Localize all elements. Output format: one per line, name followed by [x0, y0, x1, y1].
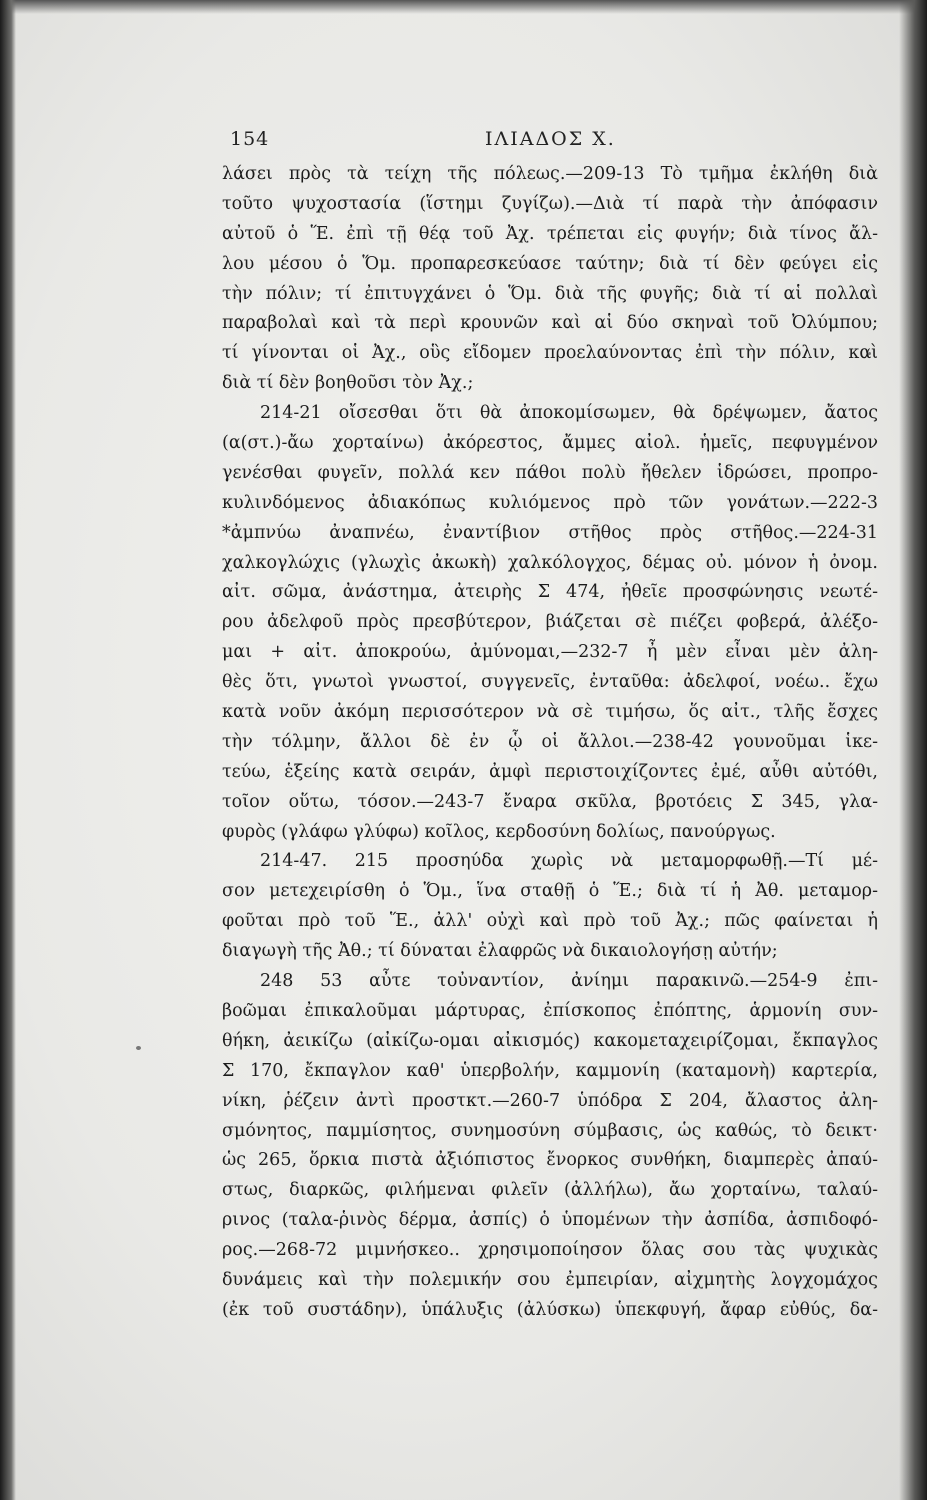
text-line: 214-21 οἴσεσθαι ὅτι θὰ ἀποκομίσωμεν, θὰ δρέψωμεν, ἄατος: [260, 403, 878, 424]
text-line: θὲς ὅτι, γνωτοὶ γνωστοί, συγγενεῖς, ἐνταῦθα: ἀδελφοί, νοέω.. ἔχω: [222, 672, 878, 693]
page-top-shadow: [0, 0, 927, 14]
text-line: ὡς 265, ὅρκια πιστὰ ἀξιόπιστος ἔνορκος συνθήκη, διαμπερὲς ἀπαύ-: [222, 1150, 878, 1171]
text-line: αἰτ. σῶμα, ἀνάστημα, ἀτειρὴς Σ 474, ἠθεῖε προσφώνησις νεωτέ-: [222, 582, 878, 603]
text-line: τί γίνονται οἱ Ἀχ., οὓς εἴδομεν προελαύνοντας ἐπὶ τὴν πόλιν, καὶ: [222, 343, 878, 364]
text-line: νίκη, ῥέζειν ἀντὶ προστκτ.—260-7 ὑπόδρα Σ 204, ἄλαστος ἀλη-: [222, 1090, 878, 1111]
text-line: τεύω, ἑξείης κατὰ σειράν, ἀμφὶ περιστοιχίζοντες ἐμέ, αὖθι αὐτόθι,: [222, 761, 878, 782]
text-line: διὰ τί δὲν βοηθοῦσι τὸν Ἀχ.;: [222, 373, 474, 394]
running-head: ΙΛΙΑΔΟΣ Χ.: [485, 128, 616, 150]
text-line: ρινος (ταλα-ῥινὸς δέρμα, ἀσπίς) ὁ ὑπομένων τὴν ἀσπίδα, ἀσπιδοφό-: [222, 1210, 878, 1231]
text-line: παραβολαὶ καὶ τὰ περὶ κρουνῶν καὶ αἱ δύο σκηναὶ τοῦ Ὀλύμπου;: [222, 313, 878, 334]
text-line: λου μέσου ὁ Ὅμ. προπαρεσκεύασε ταύτην; διὰ τί δὲν φεύγει εἰς: [222, 253, 878, 274]
text-line: λάσει πρὸς τὰ τείχη τῆς πόλεως.—209-13 Τὸ τμῆμα ἐκλήθη διὰ: [222, 164, 878, 184]
text-line: κυλινδόμενος ἀδιακόπως κυλιόμενος πρὸ τῶν γονάτων.—222-3: [222, 492, 878, 513]
text-line: τοῖον οὕτω, τόσον.—243-7 ἔναρα σκῦλα, βροτόεις Σ 345, γλα-: [222, 791, 878, 812]
text-line: θήκη, ἀεικίζω (αἰκίζω-ομαι αἰκισμός) κακομεταχειρίζομαι, ἔκπαγλος: [222, 1030, 878, 1051]
commentary-text: [222, 160, 878, 1326]
page-number: 154: [230, 128, 270, 150]
text-line: διαγωγὴ τῆς Ἀθ.; τί δύναται ἐλαφρῶς νὰ δικαιολογήσῃ αὐτήν;: [222, 941, 778, 962]
text-line: 214-47. 215 προσηύδα χωρὶς νὰ μεταμορφωθῇ.—Τί μέ-: [260, 851, 878, 872]
text-line: σον μετεχειρίσθη ὁ Ὅμ., ἵνα σταθῇ ὁ Ἕ.; διὰ τί ἡ Ἀθ. μεταμορ-: [222, 881, 878, 902]
text-line: *ἀμπνύω ἀναπνέω, ἐναντίβιον στῆθος πρὸς στῆθος.—224-31: [222, 522, 878, 543]
text-line: τοῦτο ψυχοστασία (ἵστημι ζυγίζω).—Διὰ τί παρὰ τὴν ἀπόφασιν: [222, 193, 878, 214]
text-line: 248 53 αὖτε τοὐναντίον, ἀνίημι παρακινῶ.—254-9 ἐπι-: [260, 971, 878, 992]
text-line: γενέσθαι φυγεῖν, πολλά κεν πάθοι πολὺ ἤθελεν ἱδρώσει, προπρο-: [222, 462, 878, 483]
text-line: φυρὸς (γλάφω γλύφω) κοῖλος, κερδοσύνη δολίως, πανούργως.: [222, 821, 776, 842]
text-line: τὴν πόλιν; τί ἐπιτυγχάνει ὁ Ὅμ. διὰ τῆς φυγῆς; διὰ τί αἱ πολλαὶ: [222, 283, 878, 304]
ink-speck: [136, 1046, 141, 1050]
text-line: (α(στ.)-ἄω χορταίνω) ἀκόρεστος, ἄμμες αἰολ. ἡμεῖς, πεφυγμένον: [222, 433, 878, 454]
text-line: ρου ἀδελφοῦ πρὸς πρεσβύτερον, βιάζεται σὲ πιέζει φοβερά, ἀλέξο-: [222, 612, 878, 633]
text-line: ρος.—268-72 μιμνήσκεο.. χρησιμοποίησον ὅλας σου τὰς ψυχικὰς: [222, 1240, 878, 1261]
page-left-edge: [0, 0, 16, 1500]
page-header: [230, 128, 860, 152]
text-line: Σ 170, ἔκπαγλον καθ' ὑπερβολήν, καμμονίη (καταμονὴ) καρτερία,: [222, 1060, 878, 1081]
text-line: (ἐκ τοῦ συστάδην), ὑπάλυξις (ἀλύσκω) ὑπεκφυγή, ἄφαρ εὐθύς, δα-: [222, 1299, 878, 1320]
text-line: αὐτοῦ ὁ Ἕ. ἐπὶ τῇ θέᾳ τοῦ Ἀχ. τρέπεται εἰς φυγήν; διὰ τίνος ἄλ-: [222, 223, 878, 244]
text-line: δυνάμεις καὶ τὴν πολεμικήν σου ἐμπειρίαν, αἰχμητὴς λογχομάχος: [222, 1269, 878, 1290]
text-line: κατὰ νοῦν ἀκόμη περισσότερον νὰ σὲ τιμήσω, ὅς αἰτ., τλῆς ἔσχες: [222, 702, 878, 723]
text-line: σμόνητος, παμμίσητος, συνημοσύνη σύμβασις, ὡς καθώς, τὸ δεικτ·: [222, 1120, 878, 1141]
page-right-edge: [899, 0, 927, 1500]
text-line: μαι + αἰτ. ἀποκρούω, ἀμύνομαι,—232-7 ἦ μὲν εἶναι μὲν ἀλη-: [222, 642, 878, 663]
text-line: χαλκογλώχις (γλωχὶς ἀκωκὴ) χαλκόλογχος, δέμας οὐ. μόνον ἡ ὀνομ.: [222, 552, 878, 573]
text-line: τὴν τόλμην, ἄλλοι δὲ ἐν ᾧ οἱ ἄλλοι.—238-42 γουνοῦμαι ἱκε-: [222, 731, 878, 752]
text-line: στως, διαρκῶς, φιλήμεναι φιλεῖν (ἀλλήλω), ἄω χορταίνω, ταλαύ-: [222, 1180, 878, 1201]
text-line: φοῦται πρὸ τοῦ Ἕ., ἀλλ' οὐχὶ καὶ πρὸ τοῦ Ἀχ.; πῶς φαίνεται ἡ: [222, 911, 878, 932]
text-line: βοῶμαι ἐπικαλοῦμαι μάρτυρας, ἐπίσκοπος ἐπόπτης, ἁρμονίη συν-: [222, 1000, 878, 1021]
